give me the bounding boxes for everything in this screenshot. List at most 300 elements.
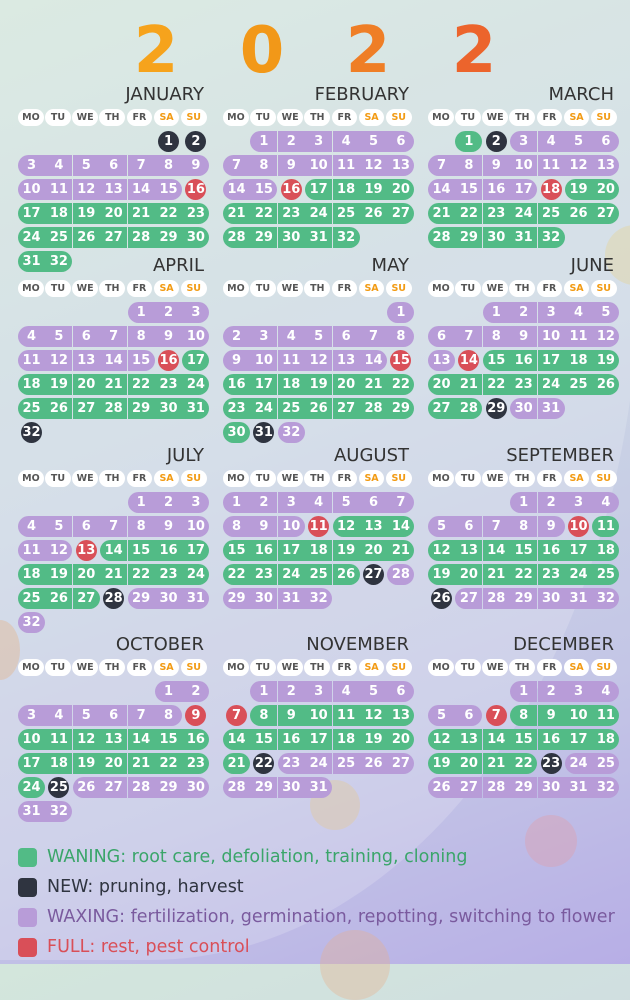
day-number: 6 xyxy=(341,329,351,344)
day-number: 23 xyxy=(282,206,301,221)
week-row xyxy=(223,752,413,776)
day-cell xyxy=(510,155,537,176)
day-number: 31 xyxy=(569,591,588,606)
day-cell xyxy=(592,492,619,513)
day-number: 15 xyxy=(132,353,151,368)
day-cell xyxy=(565,516,592,537)
day-number: 22 xyxy=(487,377,506,392)
day-cell xyxy=(100,777,127,798)
day-cell xyxy=(223,326,250,347)
day-cell xyxy=(100,540,127,561)
day-number: 25 xyxy=(569,377,588,392)
weekday-label: WE xyxy=(277,659,303,676)
day-cell xyxy=(360,564,387,585)
week-row xyxy=(18,349,208,373)
day-cell xyxy=(483,350,510,371)
day-cell xyxy=(223,777,250,798)
day-number: 1 xyxy=(158,131,179,152)
day-number: 29 xyxy=(254,230,273,245)
weekday-label: FR xyxy=(127,470,153,487)
day-number: 17 xyxy=(22,756,41,771)
day-cell xyxy=(455,588,482,609)
day-number: 20 xyxy=(459,756,478,771)
day-number: 8 xyxy=(136,329,146,344)
day-cell xyxy=(73,729,100,750)
day-number: 4 xyxy=(341,684,351,699)
day-number: 16 xyxy=(514,353,533,368)
day-number: 4 xyxy=(54,708,64,723)
day-cell xyxy=(565,540,592,561)
day-cell xyxy=(333,492,360,513)
day-number: 7 xyxy=(231,158,242,173)
day-cell xyxy=(128,540,155,561)
day-number: 20 xyxy=(596,182,615,197)
day-number: 17 xyxy=(309,732,328,747)
day-cell xyxy=(305,540,332,561)
day-number: 19 xyxy=(432,756,451,771)
day-number: 28 xyxy=(391,567,410,582)
day-cell xyxy=(333,729,360,750)
day-number: 3 xyxy=(286,495,296,510)
day-number: 22 xyxy=(159,206,178,221)
day-number: 31 xyxy=(309,230,328,245)
week-row xyxy=(428,178,618,202)
day-number: 25 xyxy=(309,567,328,582)
weekday-header xyxy=(223,656,413,678)
day-cell xyxy=(250,705,277,726)
day-cell xyxy=(387,374,414,395)
weekday-label: SU xyxy=(181,109,207,126)
weekday-label: TH xyxy=(99,109,125,126)
day-cell xyxy=(100,326,127,347)
day-cell xyxy=(538,131,565,152)
day-number: 32 xyxy=(22,615,41,630)
day-number: 16 xyxy=(542,543,561,558)
day-number: 31 xyxy=(282,591,301,606)
day-number: 9 xyxy=(286,708,296,723)
day-cell xyxy=(360,326,387,347)
day-cell xyxy=(538,588,565,609)
day-cell xyxy=(128,179,155,200)
day-number: 24 xyxy=(569,567,588,582)
weekday-header xyxy=(18,277,208,299)
day-cell xyxy=(455,374,482,395)
day-number: 26 xyxy=(431,588,452,609)
day-number: 21 xyxy=(104,377,123,392)
day-cell xyxy=(387,131,414,152)
weekday-label: FR xyxy=(127,109,153,126)
weekday-label: WE xyxy=(277,109,303,126)
day-cell xyxy=(128,350,155,371)
day-number: 17 xyxy=(282,543,301,558)
day-number: 8 xyxy=(163,158,174,173)
day-number: 20 xyxy=(104,206,123,221)
day-cell xyxy=(182,398,209,419)
day-cell xyxy=(182,705,209,726)
day-number: 23 xyxy=(542,567,561,582)
day-cell xyxy=(565,492,592,513)
day-number: 7 xyxy=(136,158,146,173)
day-number: 2 xyxy=(191,684,201,699)
day-cell xyxy=(455,350,482,371)
day-number: 19 xyxy=(77,756,96,771)
weekday-label: SU xyxy=(181,280,207,297)
day-cell xyxy=(360,729,387,750)
weekday-header xyxy=(428,277,618,299)
day-cell xyxy=(565,681,592,702)
day-cell xyxy=(100,564,127,585)
week-row xyxy=(223,130,413,154)
day-cell xyxy=(387,516,414,537)
day-cell xyxy=(592,540,619,561)
day-cell xyxy=(592,681,619,702)
day-cell xyxy=(538,777,565,798)
weekday-label: FR xyxy=(537,280,563,297)
day-number: 22 xyxy=(514,756,533,771)
day-cell xyxy=(223,588,250,609)
weekday-label: SA xyxy=(154,659,180,676)
day-cell xyxy=(45,516,72,537)
day-number: 9 xyxy=(231,353,242,368)
day-cell xyxy=(428,179,455,200)
day-cell xyxy=(278,705,305,726)
day-cell xyxy=(250,753,277,774)
day-number: 32 xyxy=(337,230,356,245)
day-cell xyxy=(592,203,619,224)
day-cell xyxy=(333,753,360,774)
day-number: 9 xyxy=(286,158,296,173)
day-cell xyxy=(155,564,182,585)
week-row xyxy=(18,325,208,349)
day-number: 3 xyxy=(191,495,201,510)
day-number: 4 xyxy=(601,684,611,699)
day-number: 2 xyxy=(519,305,529,320)
day-cell xyxy=(100,588,127,609)
weekday-label: FR xyxy=(332,109,358,126)
day-number: 23 xyxy=(186,756,205,771)
day-cell xyxy=(538,681,565,702)
day-cell xyxy=(182,540,209,561)
day-cell xyxy=(510,203,537,224)
day-cell xyxy=(538,326,565,347)
day-cell xyxy=(305,203,332,224)
day-cell xyxy=(387,398,414,419)
day-number: 16 xyxy=(159,543,178,558)
day-number: 26 xyxy=(569,206,588,221)
day-number: 18 xyxy=(337,182,356,197)
day-cell xyxy=(182,492,209,513)
day-cell xyxy=(278,155,305,176)
day-number: 22 xyxy=(514,567,533,582)
day-cell xyxy=(18,801,45,822)
day-cell xyxy=(428,326,455,347)
weekday-header xyxy=(18,106,208,128)
day-number: 2 xyxy=(185,131,206,152)
week-row xyxy=(223,397,413,421)
day-cell xyxy=(100,729,127,750)
day-cell xyxy=(155,131,182,152)
week-row xyxy=(18,800,208,824)
day-cell xyxy=(278,753,305,774)
day-number: 13 xyxy=(459,543,478,558)
day-cell xyxy=(333,564,360,585)
day-number: 11 xyxy=(22,543,41,558)
day-cell xyxy=(18,350,45,371)
year-title xyxy=(0,14,630,88)
day-number: 11 xyxy=(596,519,615,534)
day-number: 5 xyxy=(81,708,91,723)
week-row xyxy=(428,349,618,373)
day-cell xyxy=(45,179,72,200)
day-number: 8 xyxy=(231,519,242,534)
day-number: 8 xyxy=(259,708,269,723)
day-cell xyxy=(565,350,592,371)
week-row xyxy=(428,226,618,250)
day-cell xyxy=(100,705,127,726)
weekday-label: SA xyxy=(154,470,180,487)
day-number: 4 xyxy=(314,495,324,510)
day-cell xyxy=(510,540,537,561)
day-number: 29 xyxy=(227,591,246,606)
day-number: 13 xyxy=(364,519,383,534)
day-cell xyxy=(565,753,592,774)
day-cell xyxy=(45,203,72,224)
day-number: 30 xyxy=(514,401,533,416)
weekday-header xyxy=(428,656,618,678)
legend xyxy=(18,842,615,962)
day-cell xyxy=(483,155,510,176)
day-cell xyxy=(483,326,510,347)
day-cell xyxy=(510,179,537,200)
day-cell xyxy=(305,326,332,347)
day-number: 11 xyxy=(282,353,301,368)
day-number: 18 xyxy=(22,567,41,582)
week-row xyxy=(223,325,413,349)
day-cell xyxy=(333,374,360,395)
weekday-label: MO xyxy=(18,109,44,126)
day-number: 31 xyxy=(22,804,41,819)
day-cell xyxy=(510,564,537,585)
day-cell xyxy=(305,729,332,750)
weekday-label: WE xyxy=(72,659,98,676)
day-number: 2 xyxy=(546,684,556,699)
week-row xyxy=(428,301,618,325)
day-cell xyxy=(360,705,387,726)
month-name: MARCH xyxy=(548,84,614,105)
day-cell xyxy=(510,777,537,798)
day-number: 31 xyxy=(186,591,205,606)
day-number: 20 xyxy=(337,377,356,392)
day-cell xyxy=(18,398,45,419)
day-cell xyxy=(455,398,482,419)
weekday-header xyxy=(428,106,618,128)
day-number: 12 xyxy=(309,353,328,368)
day-cell xyxy=(223,564,250,585)
day-cell xyxy=(18,540,45,561)
day-number: 28 xyxy=(103,588,124,609)
day-number: 6 xyxy=(436,329,447,344)
day-number: 19 xyxy=(596,353,615,368)
day-number: 28 xyxy=(227,780,246,795)
day-cell xyxy=(18,753,45,774)
week-row xyxy=(223,563,413,587)
weekday-label: WE xyxy=(277,280,303,297)
day-number: 14 xyxy=(227,182,246,197)
day-number: 16 xyxy=(282,732,301,747)
day-cell xyxy=(155,398,182,419)
day-cell xyxy=(333,681,360,702)
day-cell xyxy=(250,398,277,419)
day-cell xyxy=(360,155,387,176)
day-cell xyxy=(182,374,209,395)
week-row xyxy=(428,130,618,154)
day-number: 9 xyxy=(519,329,529,344)
day-cell xyxy=(182,564,209,585)
month-name: DECEMBER xyxy=(513,634,614,655)
weekday-label: TU xyxy=(45,470,71,487)
week-row xyxy=(223,776,413,800)
weekday-label: SU xyxy=(591,109,617,126)
day-cell xyxy=(182,681,209,702)
day-cell xyxy=(45,588,72,609)
day-cell xyxy=(182,777,209,798)
weekday-label: TU xyxy=(455,659,481,676)
weekday-label: SA xyxy=(359,280,385,297)
day-number: 15 xyxy=(390,350,411,371)
day-cell xyxy=(387,492,414,513)
week-row xyxy=(428,325,618,349)
day-number: 32 xyxy=(49,804,68,819)
day-number: 14 xyxy=(487,732,506,747)
weekday-label: TH xyxy=(304,470,330,487)
day-cell xyxy=(45,753,72,774)
day-number: 6 xyxy=(396,134,406,149)
day-cell xyxy=(428,540,455,561)
week-row xyxy=(18,421,208,445)
day-number: 28 xyxy=(132,230,151,245)
day-number: 3 xyxy=(26,158,37,173)
day-number: 8 xyxy=(396,329,406,344)
day-number: 10 xyxy=(542,329,561,344)
day-number: 22 xyxy=(132,377,151,392)
day-number: 15 xyxy=(159,732,178,747)
day-number: 1 xyxy=(136,305,146,320)
day-number: 24 xyxy=(22,230,41,245)
day-cell xyxy=(250,374,277,395)
day-number: 20 xyxy=(391,182,410,197)
day-number: 10 xyxy=(254,353,273,368)
weekday-label: WE xyxy=(72,109,98,126)
day-number: 25 xyxy=(337,206,356,221)
weekday-label: WE xyxy=(482,470,508,487)
day-number: 12 xyxy=(364,158,383,173)
day-cell xyxy=(45,374,72,395)
day-cell xyxy=(278,516,305,537)
day-number: 4 xyxy=(26,329,37,344)
month-name: JUNE xyxy=(570,255,614,276)
weekday-label: SA xyxy=(564,470,590,487)
day-number: 27 xyxy=(391,206,410,221)
day-number: 31 xyxy=(186,401,205,416)
day-number: 26 xyxy=(309,401,328,416)
day-cell xyxy=(428,398,455,419)
day-number: 22 xyxy=(253,753,274,774)
day-number: 11 xyxy=(49,732,68,747)
day-cell xyxy=(155,492,182,513)
day-number: 17 xyxy=(309,182,328,197)
day-cell xyxy=(100,179,127,200)
day-cell xyxy=(278,492,305,513)
day-number: 24 xyxy=(309,756,328,771)
day-number: 29 xyxy=(254,780,273,795)
day-cell xyxy=(45,564,72,585)
day-number: 5 xyxy=(341,495,351,510)
day-cell xyxy=(100,516,127,537)
week-row xyxy=(428,154,618,178)
day-cell xyxy=(483,302,510,323)
month-october xyxy=(18,634,208,824)
legend-text: WANING: root care, defoliation, training, cloning xyxy=(47,847,468,867)
weekday-label: WE xyxy=(72,470,98,487)
day-cell xyxy=(360,492,387,513)
day-cell xyxy=(73,777,100,798)
month-may xyxy=(223,255,413,445)
weekday-label: TH xyxy=(99,470,125,487)
day-cell xyxy=(538,516,565,537)
day-number: 29 xyxy=(391,401,410,416)
day-cell xyxy=(278,729,305,750)
weekday-label: SU xyxy=(181,470,207,487)
day-number: 8 xyxy=(163,708,174,723)
day-number: 31 xyxy=(542,401,561,416)
day-number: 27 xyxy=(104,780,123,795)
day-cell xyxy=(250,155,277,176)
weekday-header xyxy=(18,656,208,678)
week-row xyxy=(18,587,208,611)
month-april xyxy=(18,255,208,445)
day-cell xyxy=(18,729,45,750)
month-name: NOVEMBER xyxy=(306,634,409,655)
day-cell xyxy=(223,516,250,537)
day-number: 15 xyxy=(254,182,273,197)
day-cell xyxy=(223,422,250,443)
day-cell xyxy=(223,492,250,513)
day-cell xyxy=(455,326,482,347)
day-cell xyxy=(223,398,250,419)
day-cell xyxy=(483,131,510,152)
day-cell xyxy=(428,516,455,537)
day-cell xyxy=(250,777,277,798)
day-number: 13 xyxy=(76,540,97,561)
day-cell xyxy=(387,540,414,561)
day-number: 28 xyxy=(227,230,246,245)
weekday-label: TU xyxy=(45,109,71,126)
day-number: 17 xyxy=(186,353,205,368)
day-number: 11 xyxy=(308,516,329,537)
weekday-label: TU xyxy=(455,109,481,126)
day-cell xyxy=(155,227,182,248)
day-cell xyxy=(73,753,100,774)
day-number: 3 xyxy=(314,684,324,699)
day-number: 16 xyxy=(186,732,205,747)
day-number: 22 xyxy=(159,756,178,771)
day-cell xyxy=(565,302,592,323)
day-number: 26 xyxy=(364,756,383,771)
day-cell xyxy=(483,398,510,419)
day-number: 5 xyxy=(54,329,64,344)
day-number: 12 xyxy=(77,182,96,197)
day-number: 2 xyxy=(546,495,556,510)
